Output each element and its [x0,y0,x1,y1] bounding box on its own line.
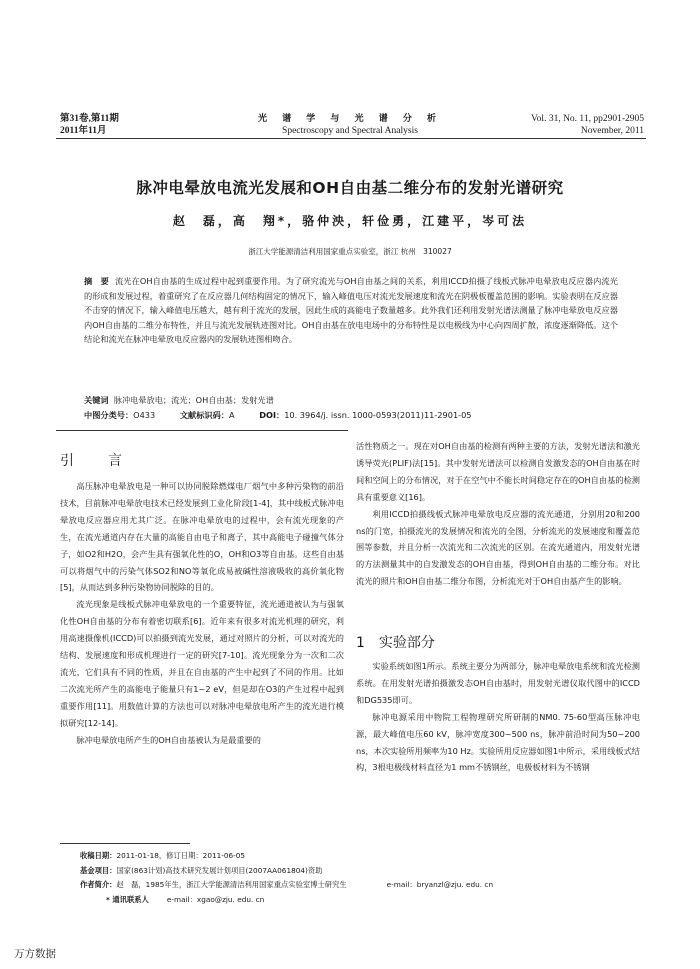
footnote-author [80,878,640,893]
header-volume-issue: 第31卷,第11期 [60,114,119,124]
section-1-title: 实验部分 [378,635,435,651]
body-paragraph: 活性物质之一。现在对OH自由基的检测有两种主要的方法，发射光谱法和激光诱导荧光(PLIF)法[15]。其中发射光谱法可以检测自发激发态的OH自由基在时间和空间上的分布情况，对于在空气中不能长时间稳定存在的OH自由基的检测具有重要意义[16]。 [356,441,640,502]
author-bio-text: 赵 磊，1985年生，浙江大学能源清洁利用国家重点实验室博士研究生 [116,880,347,889]
received-text: 2011-01-18，修订日期：2011-06-05 [116,851,246,860]
keywords-text: 脉冲电晕放电；流光；OH自由基；发射光谱 [113,395,274,405]
footnote-fund [80,864,640,879]
journal-title-cn: 光 谱 学 与 光 谱 分 析 [258,114,442,124]
abstract-text: 流光在OH自由基的生成过程中起到重要作用。为了研究流光与OH自由基之间的关系，利用ICCD拍摄了线板式脉冲电晕放电反应器内流光的形成和发展过程，着重研究了在反应器几何结构固定的情况下，输入峰值电压对流光发展速度和流光在阴极板覆盖范围的影响。实验表明在反应器不击穿的情况下，输入峰值电压越大，越有利于流光的发展，因此生成的高能电子数量越多。此外我们还利用发射光谱法测量了脉冲电晕放电反应器内OH自由基的二维分布特性，并且与流光发展轨迹图对比。OH自由基在放电电场中的分布特性是以电极线为中心向四周扩散，浓度逐渐降低。这个结论和流光在脉冲电晕放电反应器内的发展轨迹图相吻合。 [84,276,618,344]
right-column-bottom [356,658,640,776]
section-intro-heading: 引 言 [60,453,132,469]
author-email: e-mail：bryanzl@zju. edu. cn [386,880,494,889]
footnotes [80,849,640,907]
author-bio-label: 作者简介： [80,880,117,889]
doi-label: DOI： [259,410,285,420]
header-volume-pages: Vol. 31, No. 11, pp2901-2905 [531,114,644,124]
received-label: 收稿日期： [80,851,117,860]
body-paragraph: 脉冲电晕放电所产生的OH自由基被认为是最重要的 [76,734,261,745]
left-column [60,478,344,749]
doc-code-value: A [228,410,235,420]
author-list: 赵 磊，高 翔*，骆仲泱，轩俭勇，江建平，岑可法 [172,214,528,228]
paper-title: 脉冲电晕放电流光发展和OH自由基二维分布的发射光谱研究 [136,179,564,197]
doi-value: 10. 3964/j. issn. 1000-0593(2011)11-2901-05 [284,410,472,420]
journal-title-en: Spectroscopy and Spectral Analysis [282,126,418,136]
footnote-received [80,849,640,864]
section-rule [56,430,348,431]
section-1-number: 1 [356,635,365,651]
body-paragraph: 高压脉冲电晕放电是一种可以协同脱除燃煤电厂烟气中多种污染物的前沿技术，目前脉冲电晕放电技术已经发展到工业化阶段[1-4]，其中线板式脉冲电晕放电反应器应用尤其广泛。在脉冲电晕放电的过程中，会有流光现象的产生，在流光通道内存在大量的高能自由电子和离子，其中高能电子碰撞气体分子，如O2和H2O，会产生具有强氧化性的O，OH和O3等自由基。这些自由基可以将烟气中的污染气体SO2和NO等氧化成易被碱性溶液吸收的高价氧化物[5]，从而达到多种污染物协同脱除的目的。 [60,481,344,593]
watermark-text: 万方数据 [14,948,56,960]
right-column-top [356,438,640,590]
body-paragraph: 脉冲电源采用中物院工程物理研究所研制的NM0. 75-60型高压脉冲电源，最大峰值电压60 kV，脉冲宽度300~500 ns，脉冲前沿时间为50~200 ns，本次实验所用频率为10 Hz。实验所用反应器如图1中所示，采用线板式结构，3根电极线材料直径为1 mm不锈钢丝，电极板材料为不锈钢 [356,711,640,773]
header-volume-en [531,113,644,137]
keywords [84,393,618,408]
corresponding-email: e-mail：xgao@zju. edu. cn [166,894,265,904]
header-rule [56,138,646,139]
affiliation: 浙江大学能源清洁利用国家重点实验室，浙江 杭州 310027 [248,247,452,256]
header-date-en: November, 2011 [580,126,644,136]
footnote-rule [60,843,190,844]
abstract [84,274,618,347]
abstract-label: 摘 要 [84,276,109,286]
clc-value: O433 [133,410,156,420]
body-paragraph: 利用ICCD拍摄线板式脉冲电晕放电反应器的流光通道，分别用20和200 ns的门宽，拍摄流光的发展情况和流光的全图，分析流光的发展速度和覆盖范围等参数，并且分析一次流光和二次流光的区别。在流光通道内，用发射光谱的方法测量其中的自发激发态的OH自由基，得到OH自由基的二维分布。对比流光的照片和OH自由基二维分布图，分析流光对于OH自由基产生的影响。 [356,508,640,587]
classification-line [84,408,618,423]
clc-label: 中图分类号： [84,410,134,420]
header-date-cn: 2011年11月 [60,126,107,136]
section-1-heading [356,632,435,652]
corresponding-label: * 通讯联系人 [106,894,149,904]
footnote-corresponding [80,893,640,908]
fund-label: 基金项目： [80,865,117,875]
body-paragraph: 流光现象是线板式脉冲电晕放电的一个重要特征，流光通道被认为与强氧化性OH自由基的分布有着密切联系[6]。近年来有很多对流光机理的研究，利用高速摄像机(ICCD)可以拍摄到流光发展，通过对照片的分析，可以对流光的结构、发展速度和形成机理进行一定的研究[7-10]。流光现象分为一次和二次流光，它们具有不同的性质，并且在自由基的产生中起到了不同的作用。比如二次流光所产生的高能电子能量只有1~2 eV，但是却在O3的产生过程中起到重要作用[11]。用数值计算的方法也可以对脉冲电晕放电所产生的流光进行模拟研究[12-14]。 [60,599,344,728]
keywords-label: 关键词 [84,395,109,405]
doc-code-label: 文献标识码： [179,410,229,420]
body-paragraph: 实验系统如图1所示。系统主要分为两部分，脉冲电晕放电系统和流光检测系统。在用发射光谱拍摄激发态OH自由基时，用发射光谱仪取代图中的ICCD和DG535即可。 [356,661,640,705]
fund-text: 国家(863计划)高技术研究发展计划项目(2007AA061804)资助 [116,865,323,875]
